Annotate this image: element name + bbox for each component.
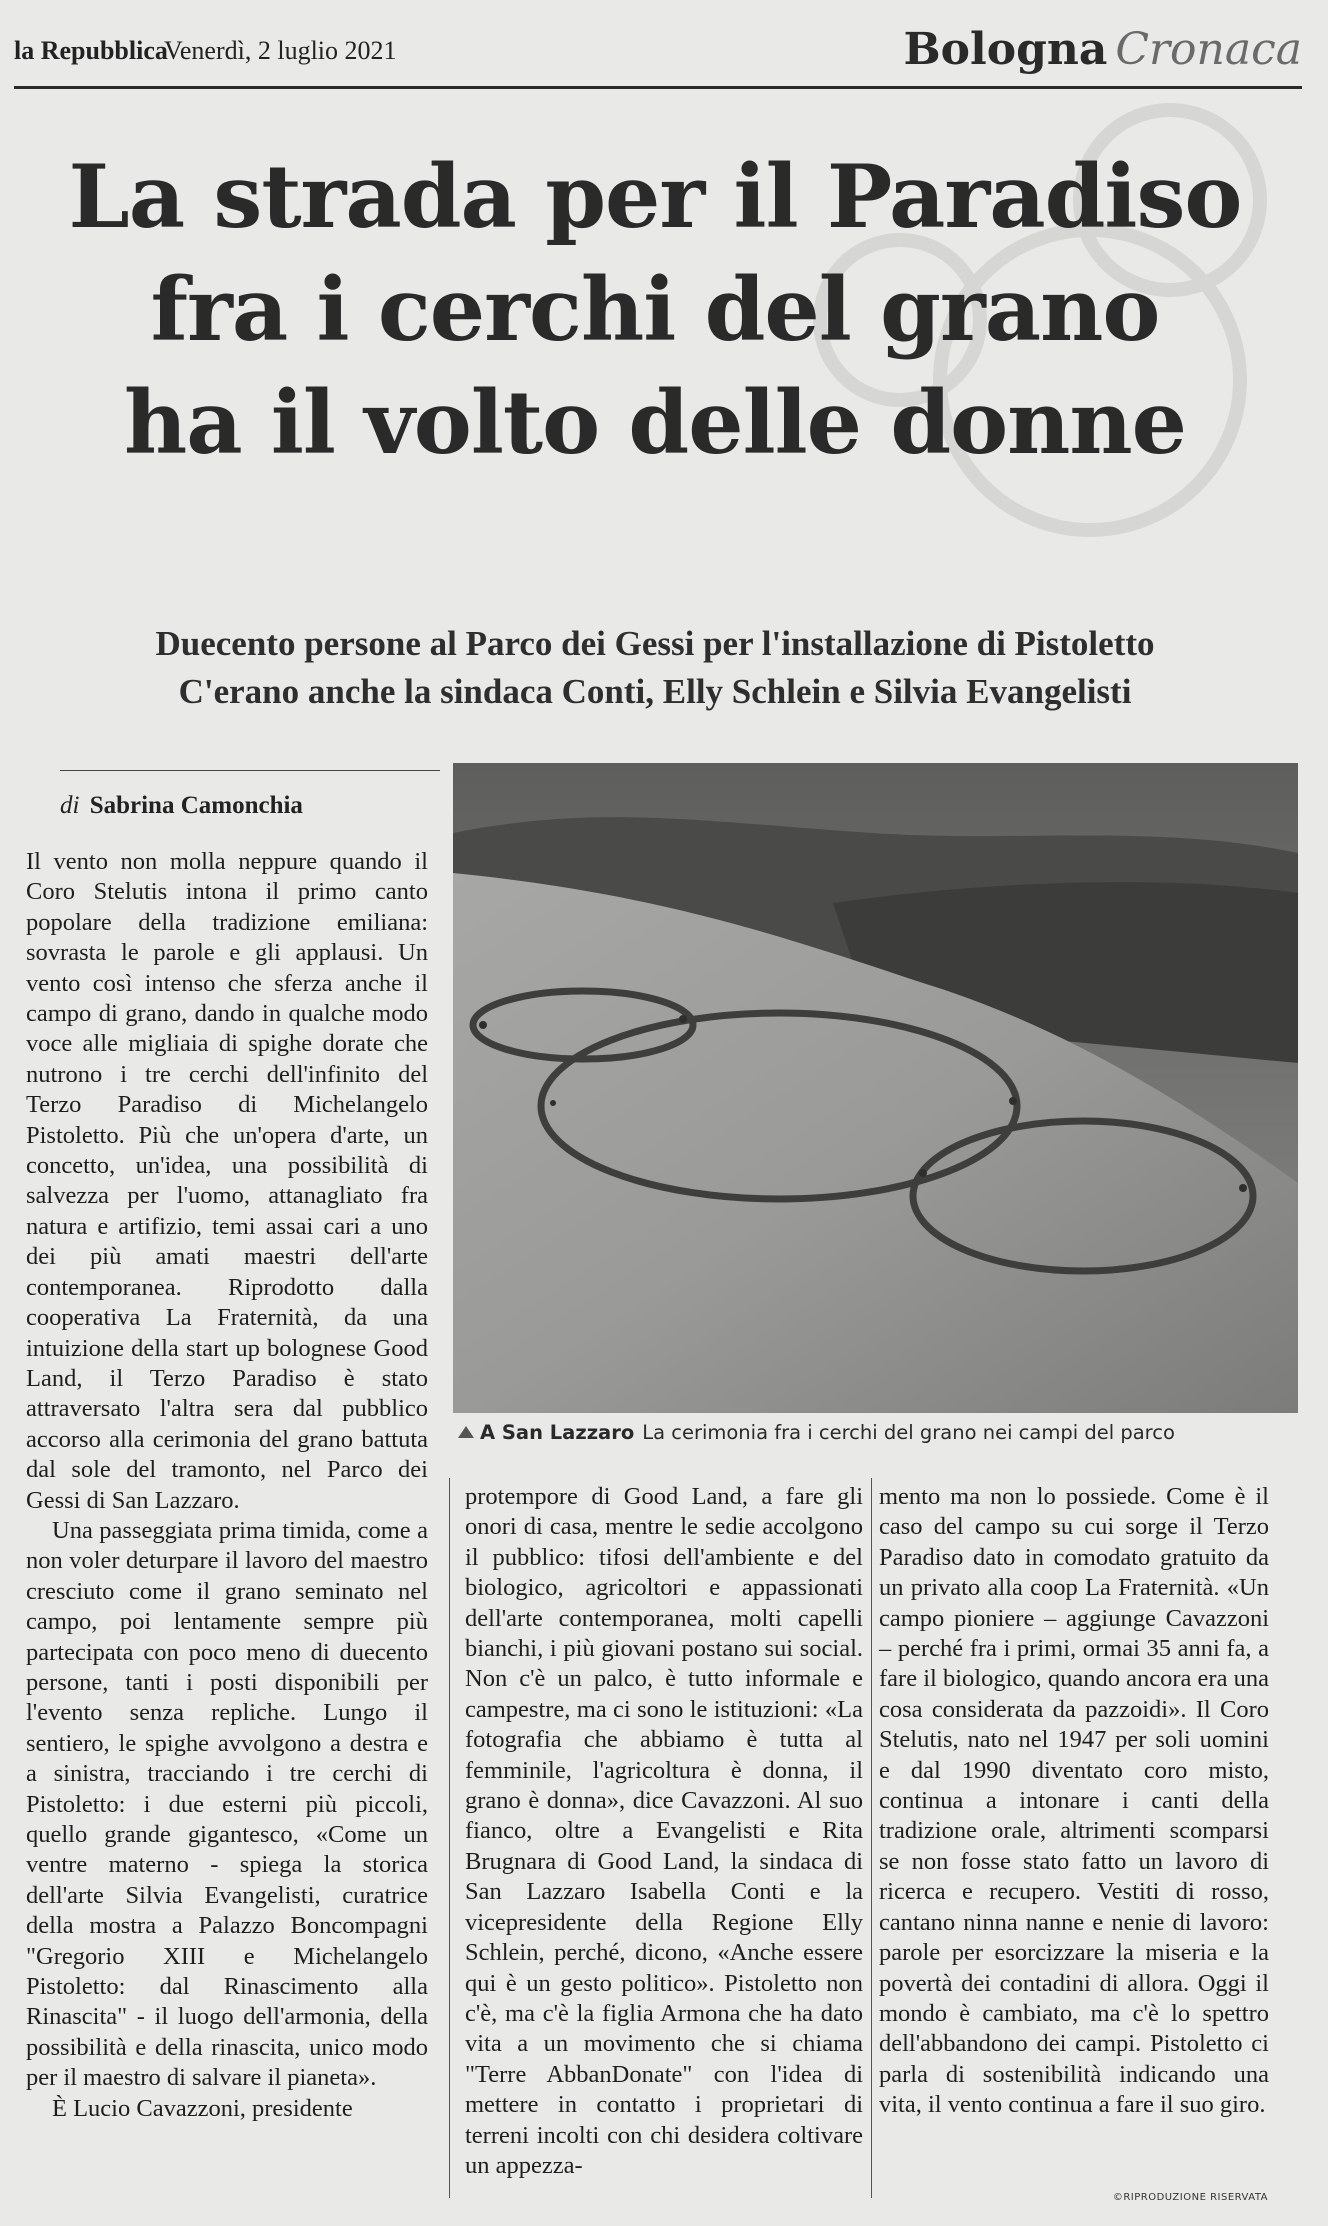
headline-line-2: fra i cerchi del grano (150, 258, 1160, 361)
byline-divider (60, 770, 440, 771)
paragraph: protempore di Good Land, a fare gli onori di casa, mentre le sedie accolgono il pubblico: tifosi dell'ambiente e del biologico, agricoltori e appassionati dell'arte contemporanea, molti capelli bianchi, i più giovani postano sui social. Non c'è un palco, è tutto informale e campestre, ma ci sono le istituzioni: «La fotografia che abbiamo è tutta al femminile, l'agricoltura è donna, il grano è donna», dice Cavazzoni. Al suo fianco, oltre a Evangelisti e Rita Brugnara di Good Land, la sindaca di San Lazzaro Isabella Conti e la vicepresidente della Regione Elly Schlein, perché, dicono, «Anche essere qui è un gesto politico». Pistoletto non c'è, ma c'è la figlia Armona che ha dato vita a un movimento che si chiama "Terre AbbanDonate" con l'idea di mettere in contatto i proprietari di terreni incolti con chi desidera coltivare un appezza- (465, 1483, 863, 2179)
article-photo (453, 763, 1298, 1413)
subheadline-line-1: Duecento persone al Parco dei Gessi per l'installazione di Pistoletto (155, 624, 1155, 663)
crop-circles-photo (453, 763, 1298, 1413)
byline (60, 792, 303, 820)
subheadline (40, 620, 1270, 716)
paragraph: Una passeggiata prima timida, come a non voler deturpare il lavoro del maestro cresciuto come il grano seminato nel campo, poi lentamente sempre più partecipata con poco meno di duecento persone, tanti i posti disponibili per l'evento senza repliche. Lungo il sentiero, le spighe avvolgono a destra e a sinistra, tracciando i tre cerchi di Pistoletto: i due esterni più piccoli, quello grande gigantesco, «Come un ventre materno - spiega la storica dell'arte Silvia Evangelisti, curatrice della mostra a Palazzo Boncompagni "Gregorio XIII e Michelangelo Pistoletto: dal Rinascimento alla Rinascita" - il luogo dell'armonia, della possibilità e della rinascita, unico modo per il maestro di salvare il pianeta». (26, 1516, 428, 2092)
section-name: Cronaca (1115, 24, 1302, 75)
byline-prefix: di (60, 792, 80, 819)
headline (40, 140, 1270, 479)
subheadline-line-2: C'erano anche la sindaca Conti, Elly Schlein e Silvia Evangelisti (178, 672, 1132, 711)
headline-line-3: ha il volto delle donne (123, 371, 1187, 474)
byline-author: Sabrina Camonchia (89, 792, 303, 819)
issue-date: Venerdì, 2 luglio 2021 (164, 36, 397, 65)
headline-line-1: La strada per il Paradiso (68, 145, 1242, 248)
copyright-notice: ©RIPRODUZIONE RISERVATA (1112, 2192, 1268, 2203)
column-divider (449, 1478, 450, 2198)
caption-text: La cerimonia fra i cerchi del grano nei campi del parco (642, 1421, 1175, 1444)
paragraph: Il vento non molla neppure quando il Coro Stelutis intona il primo canto popolare della tradizione emiliana: sovrasta le parole e gli applausi. Un vento così intenso che sferza anche il campo di grano, dando in qualche modo voce alle migliaia di spighe dorate che nutrono i tre cerchi dell'infinito del Terzo Paradiso di Michelangelo Pistoletto. Più che un'opera d'arte, un concetto, un'idea, una possibilità di salvezza per l'uomo, attanagliato fra natura e artifizio, temi assai cari a uno dei più amati maestri dell'arte contemporanea. Riprodotto dalla cooperativa La Fraternità, da una intuizione della start up bolognese Good Land, il Terzo Paradiso è stato attraversato l'altra sera dal pubblico accorso alla cerimonia del grano battuta dal sole del tramonto, nel Parco dei Gessi di San Lazzaro. (26, 848, 428, 1514)
paragraph: mento ma non lo possiede. Come è il caso del campo su cui sorge il Terzo Paradiso dato in comodato gratuito da un privato alla coop La Fraternità. «Un campo pioniere – aggiunge Cavazzoni – perché fra i primi, ormai 35 anni fa, a fare il biologico, quando ancora era una cosa considerata da pazzoidi». Il Coro Stelutis, nato nel 1947 per soli uomini e dal 1990 diventato coro misto, continua a intonare i canti della tradizione orale, altrimenti scomparsi se non fosse stato fatto un lavoro di ricerca e recupero. Vestiti di rosso, cantano ninna nanne e nenie di lavoro: parole per esorcizzare la miseria e la povertà dei contadini di allora. Oggi il mondo è cambiato, ma c'è lo spettro dell'abbandono dei campi. Pistoletto ci parla di sostenibilità indicando una vita, il vento continua a fare il suo giro. (879, 1483, 1269, 2119)
photo-caption (458, 1421, 1288, 1444)
masthead (14, 24, 1302, 89)
caption-triangle-icon (458, 1426, 474, 1438)
section-city: Bologna (903, 24, 1108, 75)
column-divider (871, 1478, 872, 2198)
paragraph: È Lucio Cavazzoni, presidente (52, 2094, 353, 2122)
newspaper-name: la Repubblica (14, 36, 168, 65)
section-title (903, 24, 1302, 75)
article-column-2 (465, 1482, 863, 2181)
caption-place: A San Lazzaro (480, 1421, 635, 1444)
article-column-3 (879, 1482, 1269, 2121)
article-column-1 (26, 847, 428, 2124)
